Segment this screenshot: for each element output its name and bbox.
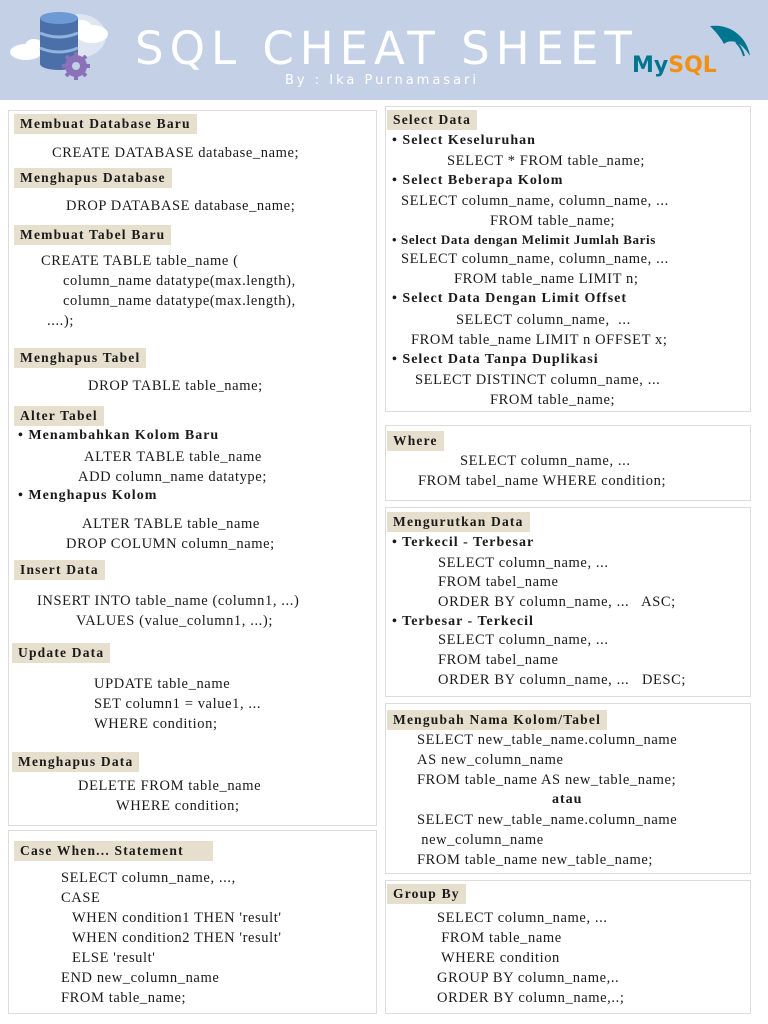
code-line: SET column1 = value1, ... [94,696,262,712]
code-line: END new_column_name [61,970,220,986]
code-line: ADD column_name datatype; [78,469,267,485]
label-alias: Mengubah Nama Kolom/Tabel [387,710,607,730]
code-line: ALTER TABLE table_name [82,516,260,532]
code-line: WHERE condition; [116,798,240,814]
code-line: WHEN condition1 THEN 'result' [72,910,282,926]
database-gear-icon [4,6,114,90]
code-line: ALTER TABLE table_name [84,449,262,465]
code-line: UPDATE table_name [94,676,231,692]
label-drop-table: Menghapus Tabel [14,348,146,368]
label-create-table: Membuat Tabel Baru [14,225,171,245]
code-line: ORDER BY column_name, ... DESC; [438,672,687,688]
code-line: WHERE condition [437,950,560,966]
code-line: ORDER BY column_name, ... ASC; [438,594,676,610]
code-line: column_name datatype(max.length), [63,273,296,289]
subheading-select-offset: • Select Data Dengan Limit Offset [392,291,628,306]
label-delete-data: Menghapus Data [12,752,139,772]
code-line: DELETE FROM table_name [78,778,262,794]
subheading-select-all: • Select Keseluruhan [392,133,536,148]
code-line: CREATE TABLE table_name ( [41,253,239,269]
code-line: DROP COLUMN column_name; [66,536,275,552]
code-line: FROM table_name LIMIT n OFFSET x; [411,332,668,348]
code-line: ....); [47,313,74,329]
code-line: FROM table_name; [490,392,616,408]
code-line: ORDER BY column_name,..; [437,990,625,1006]
code-line: SELECT new_table_name.column_name [417,812,678,828]
label-select-data: Select Data [387,110,477,130]
label-order-data: Mengurutkan Data [387,512,530,532]
code-line: SELECT * FROM table_name; [447,153,645,169]
label-case-when: Case When... Statement [14,841,213,861]
code-line: ELSE 'result' [72,950,156,966]
code-line: WHEN condition2 THEN 'result' [72,930,282,946]
code-line: SELECT column_name, ... [438,555,609,571]
code-line: CREATE DATABASE database_name; [52,145,300,161]
label-group-by: Group By [387,884,466,904]
code-line: AS new_column_name [417,752,564,768]
code-line: FROM table_name LIMIT n; [454,271,639,287]
code-line: new_column_name [417,832,544,848]
code-line: column_name datatype(max.length), [63,293,296,309]
author-byline: By : Ika Purnamasari [285,73,479,88]
subheading-order-desc: • Terbesar - Terkecil [392,614,534,629]
code-line: INSERT INTO table_name (column1, ...) [37,593,300,609]
code-line: VALUES (value_column1, ...); [76,613,273,629]
code-line: FROM table_name; [61,990,187,1006]
code-line: FROM tabel_name WHERE condition; [418,473,667,489]
code-line: SELECT column_name, ... [438,632,609,648]
subheading-select-some: • Select Beberapa Kolom [392,173,564,188]
code-line: SELECT DISTINCT column_name, ... [415,372,661,388]
code-line: DROP TABLE table_name; [88,378,263,394]
label-create-database: Membuat Database Baru [14,114,197,134]
subheading-order-asc: • Terkecil - Terbesar [392,535,535,550]
code-line: FROM tabel_name [438,574,559,590]
code-line: FROM table_name; [490,213,616,229]
mysql-wordmark: MySQL [632,53,717,78]
code-line: SELECT column_name, ... [456,312,631,328]
code-line: FROM table_name AS new_table_name; [417,772,677,788]
header-banner [0,0,768,100]
label-update-data: Update Data [12,643,110,663]
code-line: WHERE condition; [94,716,218,732]
code-line: GROUP BY column_name,.. [437,970,620,986]
code-line: FROM table_name [437,930,562,946]
mysql-logo [632,22,762,82]
label-alter-table: Alter Tabel [14,406,104,426]
code-line: SELECT column_name, ... [437,910,608,926]
code-line: FROM table_name new_table_name; [417,852,654,868]
subheading-add-column: • Menambahkan Kolom Baru [18,428,220,443]
subheading-select-distinct: • Select Data Tanpa Duplikasi [392,352,599,367]
code-line: SELECT column_name, column_name, ... [401,251,669,267]
or-separator: atau [552,792,583,807]
code-line: SELECT column_name, ... [460,453,631,469]
code-line: DROP DATABASE database_name; [66,198,296,214]
code-line: SELECT column_name, column_name, ... [401,193,669,209]
label-drop-database: Menghapus Database [14,168,172,188]
label-insert-data: Insert Data [14,560,105,580]
subheading-drop-column: • Menghapus Kolom [18,488,158,503]
code-line: CASE [61,890,101,906]
page-title: SQL CHEAT SHEET [135,22,638,75]
code-line: SELECT new_table_name.column_name [417,732,678,748]
label-where: Where [387,431,444,451]
code-line: SELECT column_name, ..., [61,870,236,886]
code-line: FROM tabel_name [438,652,559,668]
subheading-select-limit: • Select Data dengan Melimit Jumlah Baris [392,232,656,247]
